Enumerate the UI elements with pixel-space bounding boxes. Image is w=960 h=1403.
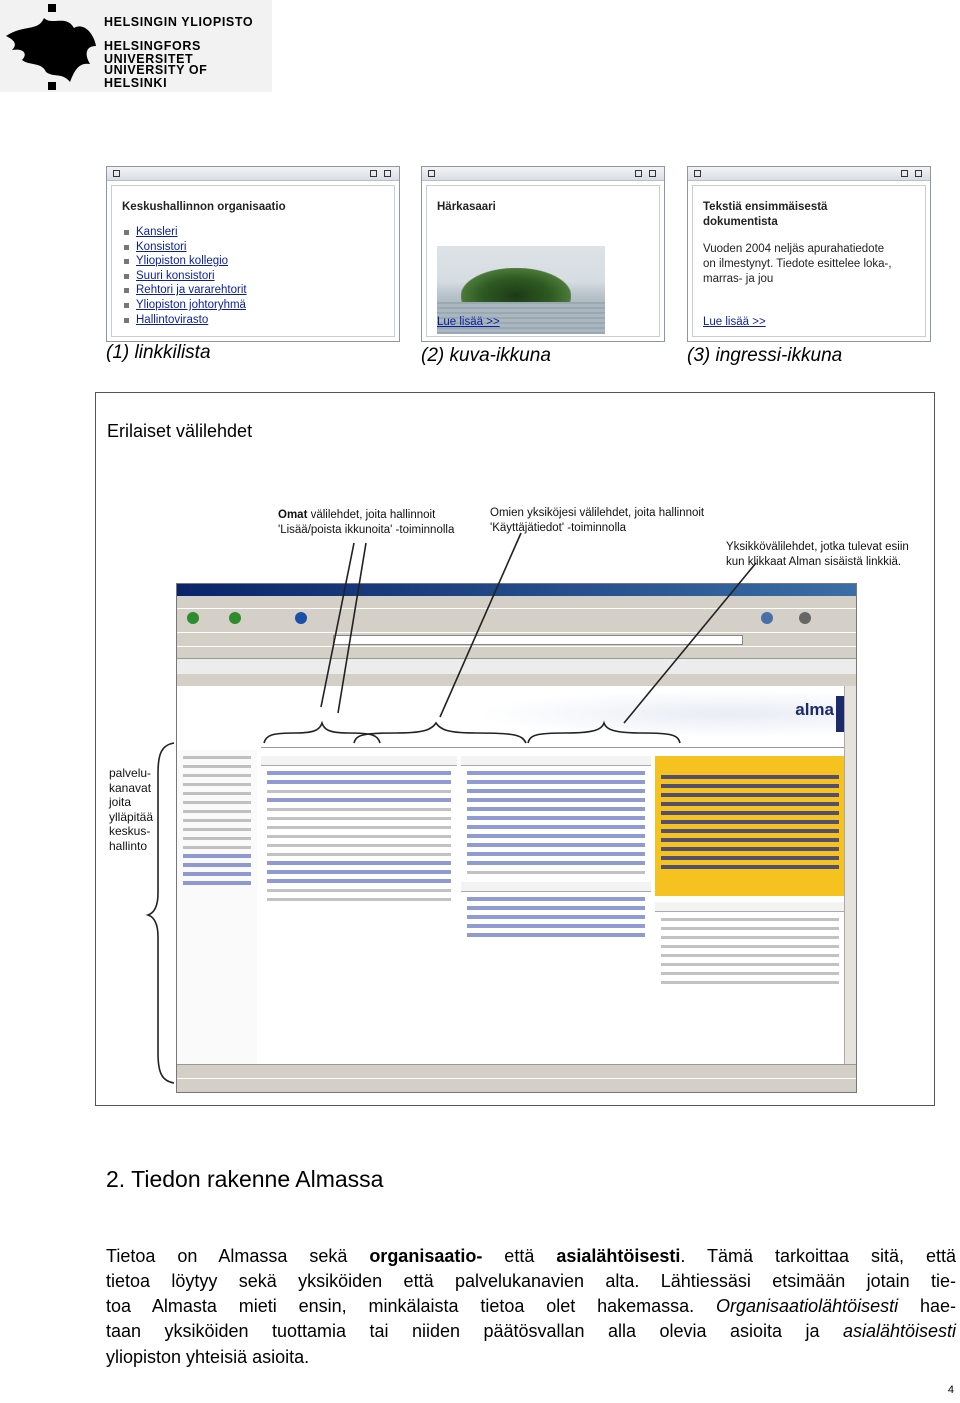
annotation-own-tabs: Omat välilehdet, joita hallinnoit 'Lisää/poista ikkunoita' -toiminnolla xyxy=(278,509,455,536)
flame-logo-icon xyxy=(4,2,100,92)
window-titlebar xyxy=(422,167,664,181)
list-link[interactable]: Yliopiston johtoryhmä xyxy=(122,298,384,313)
pointer-line xyxy=(321,543,354,707)
close-icon[interactable] xyxy=(384,170,391,177)
minimize-icon[interactable] xyxy=(901,170,908,177)
figure-title: Erilaiset välilehdet xyxy=(107,421,253,441)
list-link[interactable]: Kansleri xyxy=(122,225,384,240)
minimize-icon[interactable] xyxy=(370,170,377,177)
brace-service-channels xyxy=(148,743,174,1083)
close-icon[interactable] xyxy=(915,170,922,177)
window-icon xyxy=(694,170,701,177)
close-icon[interactable] xyxy=(649,170,656,177)
annotation-unit-tabs: Omien yksiköjesi välilehdet, joita hallinnoit 'Käyttäjätiedot' -toiminnolla xyxy=(490,507,705,534)
pointer-line xyxy=(440,533,521,717)
annotation-service-channels: palvelu- kanavat joita ylläpitää keskus- hallinto xyxy=(109,766,154,853)
ingress-line: on ilmestynyt. Tiedote esittelee loka-, xyxy=(703,258,892,270)
list-link[interactable]: Suuri konsistori xyxy=(122,269,384,284)
tabs-figure xyxy=(95,392,935,1106)
list-link[interactable]: Yliopiston kollegio xyxy=(122,254,384,269)
list-link[interactable]: Konsistori xyxy=(122,240,384,255)
link-list xyxy=(122,225,384,327)
window-icon xyxy=(113,170,120,177)
window-icon xyxy=(428,170,435,177)
logo-line-english: UNIVERSITY OF HELSINKI xyxy=(104,63,208,90)
brace-own-tabs xyxy=(264,723,380,743)
ingress-window xyxy=(687,166,931,342)
university-logo xyxy=(0,0,272,92)
caption-image-window: (2) kuva-ikkuna xyxy=(421,345,551,366)
paragraph-line-4: taan yksiköiden tuottamia tai niiden päätösvallan alla olevia asioita ja asialähtöisesti xyxy=(106,1321,956,1341)
window-title: Härkasaari xyxy=(437,201,496,213)
annotation-bold: Omat xyxy=(278,509,308,521)
caption-ingress-window: (3) ingressi-ikkuna xyxy=(687,345,843,366)
ingress-text xyxy=(703,242,915,287)
ingress-line: Vuoden 2004 neljäs apurahatiedote xyxy=(703,243,885,255)
logo-line-swedish: HELSINGFORS UNIVERSITET xyxy=(104,39,201,66)
window-titlebar xyxy=(688,167,930,181)
brace-unit-link-tabs xyxy=(528,723,680,743)
window-title: Keskushallinnon organisaatio xyxy=(122,201,286,213)
annotation-unit-link-tabs: Yksikkövälilehdet, jotka tulevat esiin kun klikkaat Alman sisäistä linkkiä. xyxy=(726,541,909,568)
minimize-icon[interactable] xyxy=(635,170,642,177)
read-more-link[interactable]: Lue lisää >> xyxy=(703,316,766,328)
list-link[interactable]: Rehtori ja vararehtorit xyxy=(122,283,384,298)
paragraph-line-5: yliopiston yhteisiä asioita. xyxy=(106,1347,310,1367)
logo-line-finnish: HELSINGIN YLIOPISTO xyxy=(104,15,254,29)
ingress-line: marras- ja jou xyxy=(703,273,774,285)
page-number: 4 xyxy=(947,1384,954,1396)
window-title-line2: dokumentista xyxy=(703,216,778,228)
brace-unit-tabs xyxy=(354,723,526,743)
window-title-line1: Tekstiä ensimmäisestä xyxy=(703,201,828,213)
annotation-pointers xyxy=(96,393,936,1107)
paragraph-line-3: toa Almasta mieti ensin, minkälaista tietoa olet hakemassa. Organisaatiolähtöisesti hae- xyxy=(106,1296,956,1316)
alma-logo: alma xyxy=(795,700,834,719)
read-more-link[interactable]: Lue lisää >> xyxy=(437,316,500,328)
section-heading: 2. Tiedon rakenne Almassa xyxy=(106,1166,384,1192)
image-window xyxy=(421,166,665,342)
caption-link-list: (1) linkkilista xyxy=(106,342,211,363)
link-list-window xyxy=(106,166,400,342)
pointer-line xyxy=(624,563,756,723)
window-titlebar xyxy=(107,167,399,181)
paragraph-line-1: Tietoa on Almassa sekä organisaatio- että asialähtöisesti. Tämä tarkoittaa sitä, että xyxy=(106,1246,957,1266)
list-link[interactable]: Hallintovirasto xyxy=(122,313,384,328)
pointer-line xyxy=(338,543,366,713)
paragraph-line-2: tietoa löytyy sekä yksiköiden että palvelukanavien alta. Lähtiessäsi etsimään jotain tie- xyxy=(106,1271,956,1291)
